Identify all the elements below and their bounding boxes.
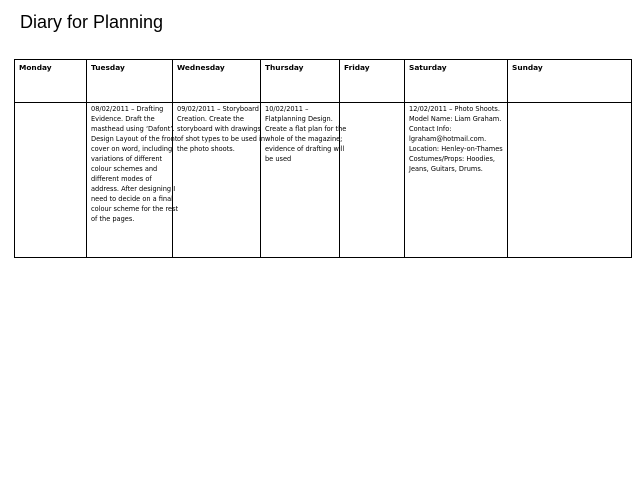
- entry-line: Location: Henley-on-Thames: [409, 145, 503, 153]
- entry-line: lgraham@hotmail.com.: [409, 135, 487, 143]
- entry-line: masthead using ‘Dafont’.: [91, 125, 175, 133]
- entry-cell-sunday: [508, 103, 632, 258]
- entry-line: be used: [265, 155, 292, 163]
- entry-line: Design Layout of the front: [91, 135, 178, 143]
- entry-line: 09/02/2011 – Storyboard: [177, 105, 259, 113]
- entry-row: [15, 103, 632, 258]
- entry-cell-thursday: [261, 103, 347, 258]
- entry-line: cover on word, including: [91, 145, 173, 153]
- day-header-wednesday: Wednesday: [173, 60, 261, 103]
- day-header-thursday: Thursday: [261, 60, 340, 103]
- entry-line: Flatplanning Design.: [265, 115, 333, 123]
- page-title: Diary for Planning: [20, 12, 164, 32]
- day-header-saturday: Saturday: [405, 60, 508, 103]
- entry-cell-friday: [340, 103, 405, 258]
- entry-cell-saturday: [405, 103, 508, 258]
- entry-line: address. After designing I: [91, 185, 176, 193]
- diary-table: [14, 59, 632, 258]
- entry-line: Create a flat plan for the: [265, 125, 347, 133]
- entry-line: different modes of: [91, 175, 152, 183]
- entry-line: colour schemes and: [91, 165, 158, 173]
- header-row: [15, 60, 632, 103]
- entry-line: Jeans, Guitars, Drums.: [409, 165, 483, 173]
- day-header-monday: Monday: [15, 60, 87, 103]
- entry-line: whole of the magazine;: [265, 135, 343, 143]
- entry-line: 10/02/2011 –: [265, 105, 309, 113]
- entry-line: colour scheme for the rest: [91, 205, 179, 213]
- entry-line: 12/02/2011 – Photo Shoots.: [409, 105, 500, 113]
- entry-line: Evidence. Draft the: [91, 115, 155, 123]
- day-header-friday: Friday: [340, 60, 405, 103]
- entry-line: of shot types to be used in: [177, 135, 266, 143]
- entry-line: Model Name: Liam Graham.: [409, 115, 502, 123]
- day-header-sunday: Sunday: [508, 60, 632, 103]
- entry-line: need to decide on a final: [91, 195, 173, 203]
- entry-line: Creation. Create the: [177, 115, 244, 123]
- entry-line: 08/02/2011 – Drafting: [91, 105, 164, 113]
- entry-line: Contact Info:: [409, 125, 452, 133]
- entry-line: the photo shoots.: [177, 145, 235, 153]
- entry-line: Costumes/Props: Hoodies,: [409, 155, 496, 163]
- entry-cell-monday: [15, 103, 87, 258]
- entry-cell-wednesday: [173, 103, 266, 258]
- entry-line: storyboard with drawings: [177, 125, 261, 133]
- entry-cell-tuesday: [87, 103, 179, 258]
- day-header-tuesday: Tuesday: [87, 60, 173, 103]
- entry-line: variations of different: [91, 155, 163, 163]
- entry-line: of the pages.: [91, 215, 135, 223]
- entry-line: evidence of drafting will: [265, 145, 345, 153]
